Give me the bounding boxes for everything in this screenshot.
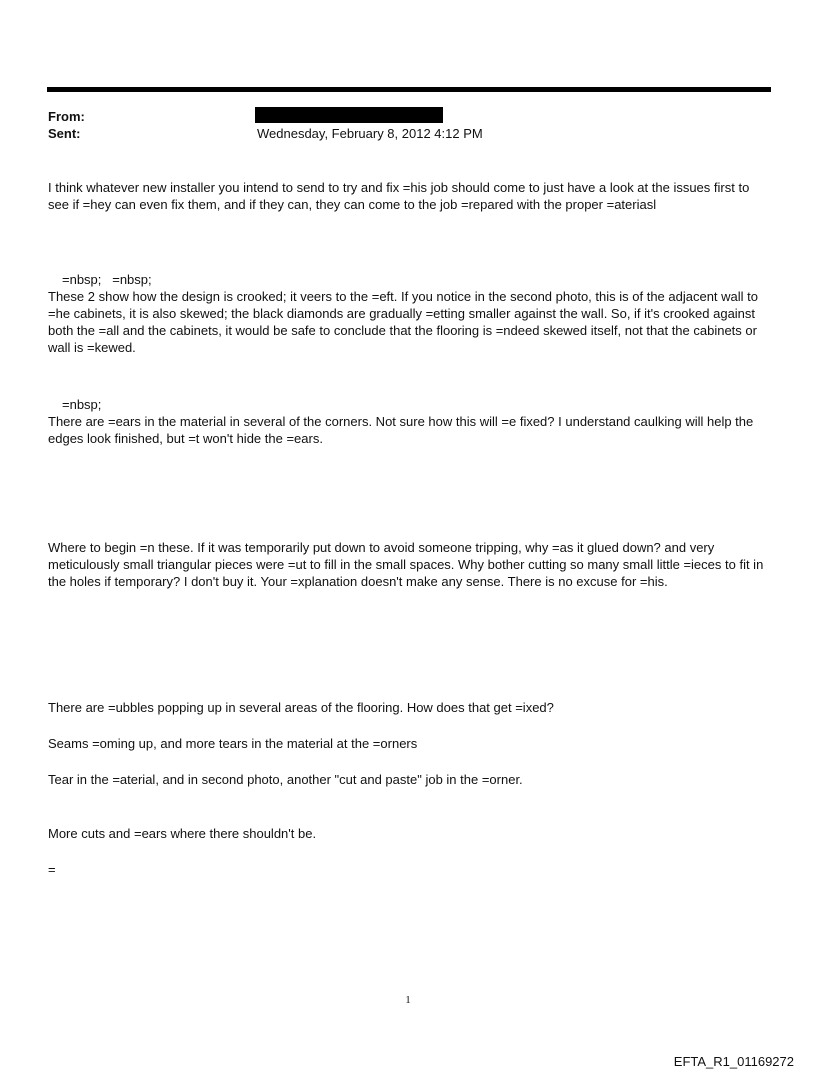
body-paragraph-4: Where to begin =n these. If it was temporarily put down to avoid someone tripping, why =as it glued down? and very meticulously small triangular pieces were =ut to fill in the small spaces. Why bother cutting so many small little =ieces to fit in the holes if temporary? I don't buy it. Your =xplanation doesn't make any sense. There is no excuse for =his.	[48, 540, 764, 589]
body-paragraph-2: These 2 show how the design is crooked; it veers to the =eft. If you notice in the second photo, this is of the adjacent wall to =he cabinets, it is also skewed; the black diamonds are gradually =etting smaller against the wall. So, if it's crooked against both the =all and the cabinets, it would be safe to conclude that the flooring is =ndeed skewed itself, not that the cabinets or wall is =kewed.	[48, 289, 758, 355]
from-label: From:	[48, 109, 85, 124]
body-paragraph-1: I think whatever new installer you intend to send to try and fix =his job should come to just have a look at the issues first to see if =hey can even fix them, and if they can, they can come to the job =repared with the proper =ateriasl	[48, 180, 750, 212]
body-paragraph-9: =	[48, 862, 56, 877]
document-id: EFTA_R1_01169272	[673, 1054, 794, 1069]
header-rule	[47, 87, 771, 92]
body-paragraph-7: Tear in the =aterial, and in second photo, another "cut and paste" job in the =orner.	[48, 772, 523, 787]
nbsp-line-1: =nbsp; =nbsp;	[62, 272, 152, 287]
page-number: 1	[405, 994, 411, 1006]
sent-value: Wednesday, February 8, 2012 4:12 PM	[257, 126, 483, 141]
sent-label: Sent:	[48, 126, 81, 141]
body-paragraph-6: Seams =oming up, and more tears in the material at the =orners	[48, 736, 418, 751]
body-paragraph-3: There are =ears in the material in several of the corners. Not sure how this will =e fixed? I understand caulking will help the edges look finished, but =t won't hide the =ears.	[48, 414, 754, 446]
nbsp-line-2: =nbsp;	[62, 397, 102, 412]
redacted-sender	[255, 107, 443, 123]
body-paragraph-5: There are =ubbles popping up in several areas of the flooring. How does that get =ixed?	[48, 700, 554, 715]
body-paragraph-8: More cuts and =ears where there shouldn't be.	[48, 826, 317, 841]
